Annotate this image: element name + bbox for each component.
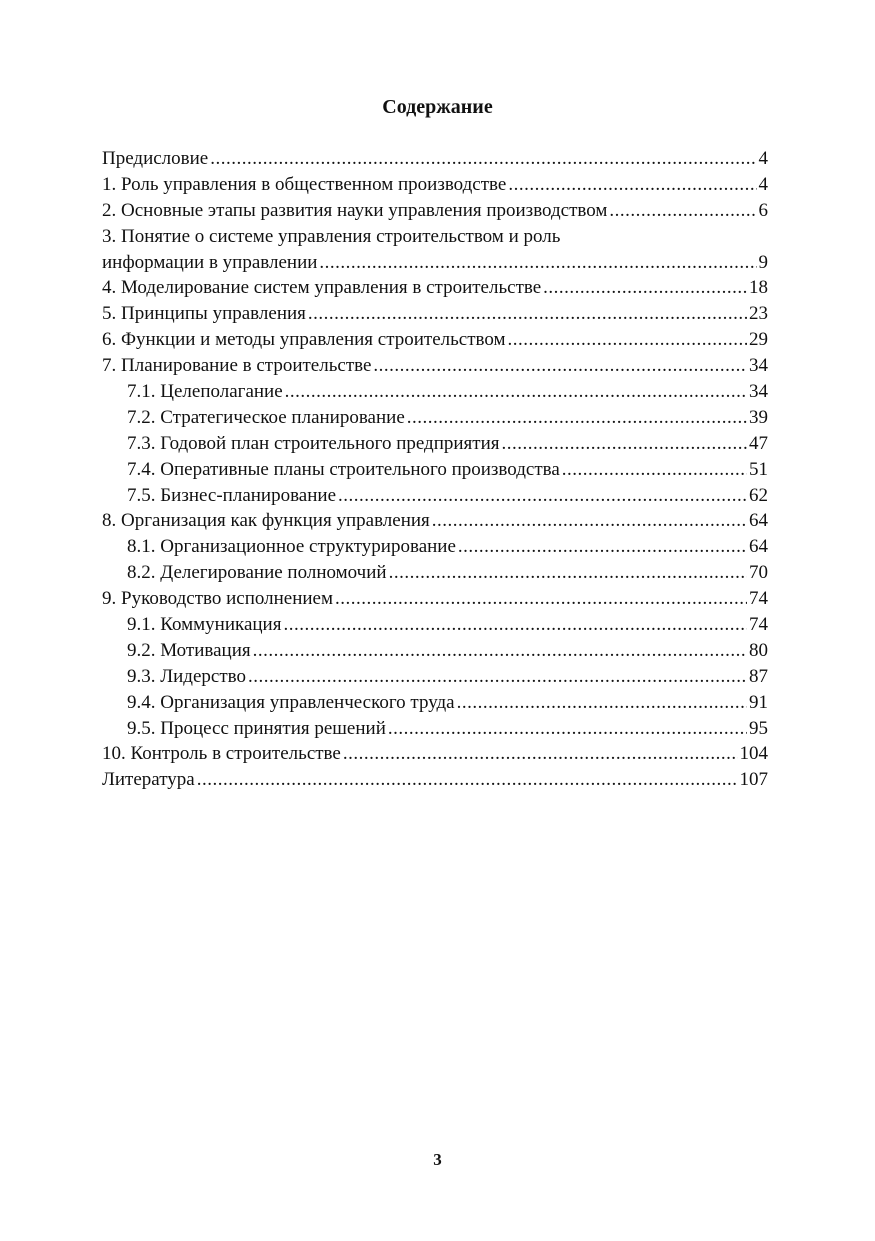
toc-entry-page: 64	[749, 536, 768, 558]
dot-leader	[458, 534, 747, 560]
toc-entry-page: 64	[749, 510, 768, 532]
toc-entry-section-8-1	[102, 534, 768, 560]
toc-entry-title: Литература	[102, 769, 195, 791]
dot-leader	[373, 353, 747, 379]
toc-entry-page: 104	[739, 743, 768, 765]
toc-entry-title: 6. Функции и методы управления строительством	[102, 329, 506, 351]
toc-entry-chapter-4	[102, 275, 768, 301]
dot-leader	[343, 741, 738, 767]
toc-entry-title: 2. Основные этапы развития науки управления производством	[102, 199, 608, 221]
toc-entry-page: 9	[758, 251, 768, 273]
toc-entry-section-7-3	[102, 431, 768, 457]
toc-entry-title: 9. Руководство исполнением	[102, 588, 334, 610]
dot-leader	[248, 664, 747, 690]
dot-leader	[319, 250, 756, 276]
dot-leader	[283, 612, 747, 638]
toc-entry-section-9-2	[102, 638, 768, 664]
toc-entry-section-7-5	[102, 483, 768, 509]
toc-entry-title: 5. Принципы управления	[102, 303, 306, 325]
toc-entry-title: 7.4. Оперативные планы строительного производства	[127, 458, 560, 480]
toc-entry-chapter-1	[102, 172, 768, 198]
dot-leader	[432, 508, 747, 534]
dot-leader	[389, 560, 747, 586]
dot-leader	[508, 327, 747, 353]
dot-leader	[197, 767, 738, 793]
toc-entry-title: 7.5. Бизнес-планирование	[127, 484, 337, 506]
toc-entry-page: 62	[749, 484, 768, 506]
toc-entry-chapter-10	[102, 741, 768, 767]
toc-entry-page: 47	[749, 432, 768, 454]
toc-entry-chapter-2	[102, 198, 768, 224]
dot-leader	[308, 301, 747, 327]
toc-entry-section-8-2	[102, 560, 768, 586]
dot-leader	[388, 716, 747, 742]
dot-leader	[562, 457, 747, 483]
dot-leader	[210, 146, 756, 172]
toc-entry-section-7-2	[102, 405, 768, 431]
toc-entry-section-9-3	[102, 664, 768, 690]
dot-leader	[407, 405, 747, 431]
dot-leader	[338, 483, 747, 509]
toc-entry-title: 7.3. Годовой план строительного предприятия	[127, 432, 500, 454]
toc-entry-page: 74	[749, 588, 768, 610]
toc-entry-title: 7.1. Целеполагание	[127, 381, 283, 403]
toc-entry-title: 9.5. Процесс принятия решений	[127, 717, 386, 739]
toc-entry-chapter-9	[102, 586, 768, 612]
toc-entry-page: 34	[749, 355, 768, 377]
page-number: 3	[433, 1150, 442, 1169]
toc-entry-page: 87	[749, 665, 768, 687]
toc-entry-page: 6	[758, 199, 768, 221]
dot-leader	[502, 431, 747, 457]
toc-entry-title: 7.2. Стратегическое планирование	[127, 406, 405, 428]
toc-entry-section-7-4	[102, 457, 768, 483]
toc-entry-page: 23	[749, 303, 768, 325]
toc-entry-title: 9.4. Организация управленческого труда	[127, 691, 455, 713]
toc-entry-title: 9.3. Лидерство	[127, 665, 246, 687]
table-of-contents	[102, 146, 768, 793]
toc-entry-title: 9.1. Коммуникация	[127, 614, 282, 636]
toc-entry-title: 1. Роль управления в общественном производстве	[102, 173, 507, 195]
toc-entry-chapter-6	[102, 327, 768, 353]
toc-entry-section-7-1	[102, 379, 768, 405]
toc-entry-page: 39	[749, 406, 768, 428]
dot-leader	[457, 690, 747, 716]
toc-entry-title: 8.2. Делегирование полномочий	[127, 562, 387, 584]
toc-entry-page: 4	[758, 148, 768, 169]
toc-entry-section-9-1	[102, 612, 768, 638]
toc-entry-page: 91	[749, 691, 768, 713]
toc-entry-page: 4	[758, 173, 768, 195]
toc-entry-page: 80	[749, 639, 768, 661]
toc-entry-chapter-5	[102, 301, 768, 327]
toc-entry-page: 74	[749, 614, 768, 636]
toc-entry-chapter-3-line-1	[102, 224, 768, 250]
dot-leader	[543, 275, 747, 301]
toc-entry-page: 34	[749, 381, 768, 403]
toc-entry-page: 107	[739, 769, 768, 791]
toc-entry-chapter-7	[102, 353, 768, 379]
toc-entry-title: 3. Понятие о системе управления строительством и роль	[102, 225, 561, 247]
toc-entry-page: 51	[749, 458, 768, 480]
toc-entry-page: 29	[749, 329, 768, 351]
dot-leader	[609, 198, 756, 224]
toc-entry-chapter-3	[102, 250, 768, 276]
page-title: Содержание	[382, 96, 493, 118]
toc-entry-chapter-8	[102, 508, 768, 534]
toc-entry-title: 7. Планирование в строительстве	[102, 355, 372, 377]
toc-entry-literature	[102, 767, 768, 793]
dot-leader	[285, 379, 747, 405]
toc-entry-section-9-5	[102, 716, 768, 742]
toc-entry-page: 18	[749, 277, 768, 299]
dot-leader	[253, 638, 747, 664]
toc-entry-title: 4. Моделирование систем управления в строительстве	[102, 277, 542, 299]
toc-entry-title: 8.1. Организационное структурирование	[127, 536, 456, 558]
toc-entry-section-9-4	[102, 690, 768, 716]
toc-entry-title: 9.2. Мотивация	[127, 639, 251, 661]
toc-entry-title: 8. Организация как функция управления	[102, 510, 430, 532]
toc-entry-page: 95	[749, 717, 768, 739]
toc-entry-preface	[102, 146, 768, 172]
toc-entry-title: 10. Контроль в строительстве	[102, 743, 341, 765]
dot-leader	[335, 586, 747, 612]
toc-entry-page: 70	[749, 562, 768, 584]
toc-entry-title: информации в управлении	[102, 251, 318, 273]
toc-entry-title: Предисловие	[102, 148, 209, 169]
dot-leader	[508, 172, 756, 198]
